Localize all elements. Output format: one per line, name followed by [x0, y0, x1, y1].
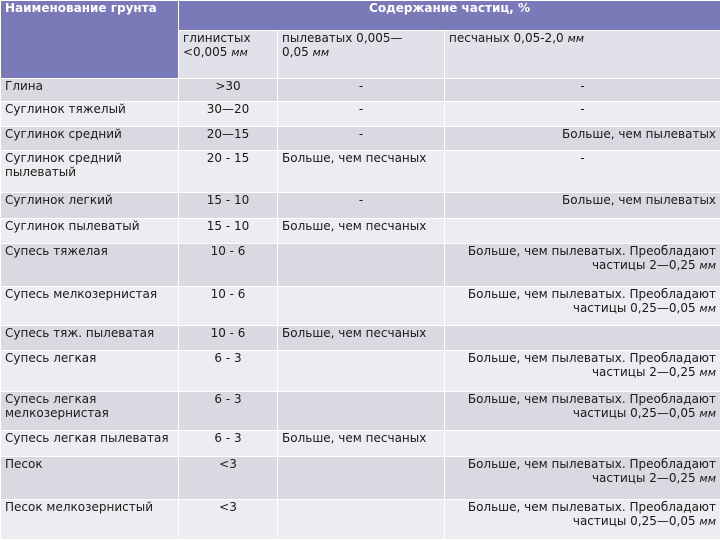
- sand-content-text: Больше, чем пылеватых. Преобладают частицы 0,25—0,05: [467, 391, 717, 420]
- silt-content-cell: [278, 456, 445, 500]
- soil-name-cell: Супесь тяж. пылеватая: [1, 326, 179, 351]
- sand-content-text: Больше, чем пылеватых. Преобладают частицы 2—0,25: [467, 456, 717, 485]
- sand-content-text: -: [580, 79, 585, 93]
- sand-content-text: -: [580, 101, 585, 116]
- soil-name-cell: Суглинок пылеватый: [1, 218, 179, 243]
- sand-content-text: Больше, чем пылеватых. Преобладают частицы 0,25—0,05: [467, 286, 717, 315]
- table-row: [1, 79, 720, 102]
- silt-content-cell: Больше, чем песчаных: [278, 218, 445, 243]
- sand-content-cell: [445, 243, 720, 286]
- soil-name-cell: Песок мелкозернистый: [1, 500, 179, 540]
- sand-content-text: Больше, чем пылеватых: [562, 126, 717, 141]
- sand-unit: мм: [699, 301, 717, 315]
- sand-unit: мм: [699, 471, 717, 485]
- sand-content-cell: [445, 391, 720, 431]
- table-row: [1, 326, 720, 351]
- silt-content-cell: -: [278, 126, 445, 150]
- clay-content-cell: 15 - 10: [179, 192, 278, 218]
- silt-content-cell: -: [278, 101, 445, 126]
- soil-name-cell: Суглинок легкий: [1, 192, 179, 218]
- clay-header-range: <0,005: [183, 45, 228, 59]
- sand-content-cell: [445, 326, 720, 351]
- silt-content-cell: [278, 500, 445, 540]
- silt-header-unit: мм: [312, 46, 330, 59]
- silt-content-cell: [278, 351, 445, 392]
- sand-content-cell: [445, 150, 720, 192]
- clay-content-cell: <3: [179, 500, 278, 540]
- table-row: [1, 286, 720, 326]
- silt-content-cell: [278, 243, 445, 286]
- clay-content-cell: 6 - 3: [179, 351, 278, 392]
- soil-name-cell: Глина: [1, 79, 179, 102]
- soil-name-cell: Суглинок средний пылеватый: [1, 150, 179, 192]
- soil-name-cell: Супесь легкая: [1, 351, 179, 392]
- silt-content-cell: [278, 391, 445, 431]
- table-row: [1, 351, 720, 392]
- soil-name-cell: Суглинок тяжелый: [1, 101, 179, 126]
- sand-content-cell: [445, 192, 720, 218]
- soil-name-cell: Суглинок средний: [1, 126, 179, 150]
- clay-content-cell: 6 - 3: [179, 391, 278, 431]
- sand-content-cell: [445, 101, 720, 126]
- silt-column-header: [278, 31, 445, 79]
- table-row: [1, 431, 720, 456]
- sand-content-cell: [445, 79, 720, 102]
- sand-content-cell: [445, 431, 720, 456]
- table-row: [1, 391, 720, 431]
- clay-content-cell: >30: [179, 79, 278, 102]
- sand-unit: мм: [699, 406, 717, 420]
- soil-name-cell: Супесь тяжелая: [1, 243, 179, 286]
- sand-content-text: -: [580, 150, 585, 165]
- sand-unit: мм: [699, 258, 717, 272]
- sand-content-cell: [445, 286, 720, 326]
- sand-content-text: Больше, чем пылеватых: [562, 192, 717, 207]
- table-row: [1, 192, 720, 218]
- clay-content-cell: 15 - 10: [179, 218, 278, 243]
- silt-content-cell: [278, 286, 445, 326]
- table-row: [1, 150, 720, 192]
- sand-header-unit: мм: [567, 32, 585, 45]
- clay-content-cell: 20 - 15: [179, 150, 278, 192]
- sand-content-text: Больше, чем пылеватых. Преобладают частицы 2—0,25: [467, 243, 717, 272]
- clay-column-header: [179, 31, 278, 79]
- soil-name-cell: Песок: [1, 456, 179, 500]
- table-row: [1, 456, 720, 500]
- silt-content-cell: Больше, чем песчаных: [278, 326, 445, 351]
- clay-content-cell: 10 - 6: [179, 326, 278, 351]
- table-row: [1, 500, 720, 540]
- silt-content-cell: -: [278, 79, 445, 102]
- clay-header-label: глинистых: [183, 31, 251, 45]
- sand-header-label: песчаных 0,05-2,0: [449, 31, 564, 45]
- clay-content-cell: 20—15: [179, 126, 278, 150]
- soil-name-cell: Супесь мелкозернистая: [1, 286, 179, 326]
- silt-content-cell: Больше, чем песчаных: [278, 431, 445, 456]
- sand-unit: мм: [699, 366, 717, 380]
- soil-name-header: Наименование грунта: [1, 1, 179, 79]
- sand-content-cell: [445, 351, 720, 392]
- soil-name-cell: Супесь легкая пылеватая: [1, 431, 179, 456]
- silt-header-range: 0,05: [282, 45, 309, 59]
- sand-column-header: [445, 31, 720, 79]
- clay-content-cell: 10 - 6: [179, 286, 278, 326]
- sand-content-cell: [445, 218, 720, 243]
- clay-content-cell: 10 - 6: [179, 243, 278, 286]
- clay-content-cell: <3: [179, 456, 278, 500]
- table-row: [1, 243, 720, 286]
- table-row: [1, 101, 720, 126]
- silt-header-label: пылеватых 0,005—: [282, 31, 403, 45]
- sand-unit: мм: [699, 515, 717, 529]
- sand-content-text: Больше, чем пылеватых. Преобладают частицы 2—0,25: [467, 351, 717, 380]
- clay-header-unit: мм: [231, 46, 248, 59]
- particle-content-header: Содержание частиц, %: [179, 1, 720, 31]
- clay-content-cell: 30—20: [179, 101, 278, 126]
- sand-content-text: Больше, чем пылеватых. Преобладают частицы 0,25—0,05: [467, 500, 717, 529]
- table-row: [1, 218, 720, 243]
- table-row: [1, 126, 720, 150]
- sand-content-cell: [445, 500, 720, 540]
- silt-content-cell: Больше, чем песчаных: [278, 150, 445, 192]
- clay-content-cell: 6 - 3: [179, 431, 278, 456]
- header-row-top: [1, 1, 720, 31]
- sand-content-cell: [445, 126, 720, 150]
- silt-content-cell: -: [278, 192, 445, 218]
- soil-name-cell: Супесь легкая мелкозернистая: [1, 391, 179, 431]
- sand-content-cell: [445, 456, 720, 500]
